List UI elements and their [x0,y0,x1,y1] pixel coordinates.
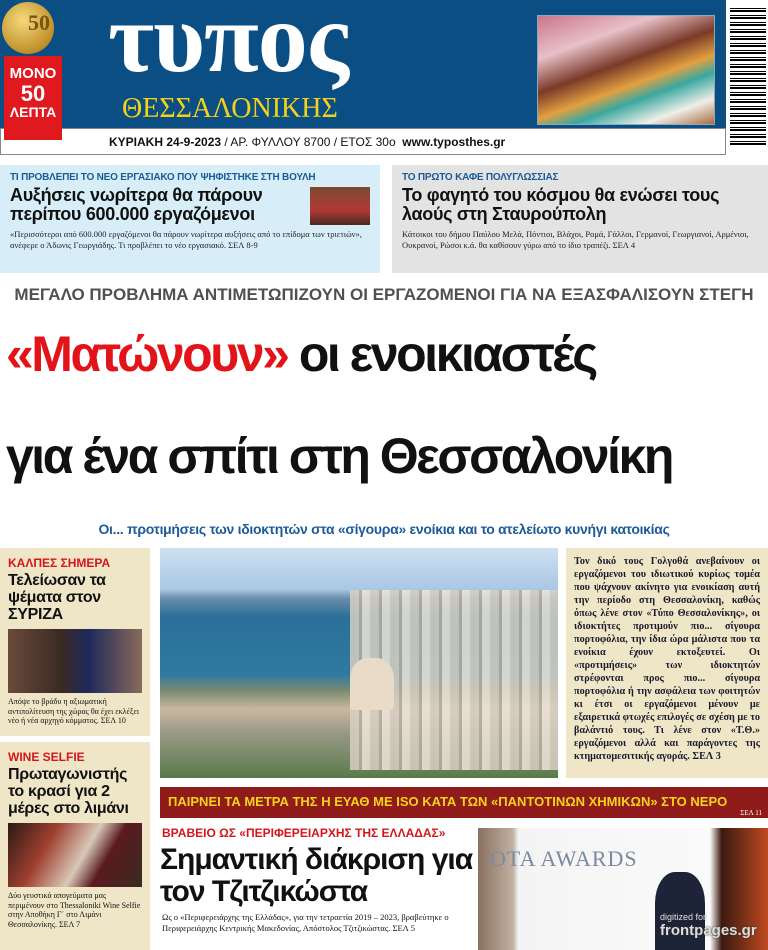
banner-page-ref: ΣΕΛ 11 [740,809,762,817]
teaser-labor-law[interactable] [0,165,380,273]
story-kicker: WINE SELFIE [8,750,85,764]
price-badge-line: ΜΟΝΟ [9,65,57,82]
issue-date: ΚΥΡΙΑΚΗ 24-9-2023 [109,135,222,149]
story-text: Απόψε το βράδυ η αξιωματική αντιπολίτευση της χώρας θα έχει εκλέξει νέο ή νέα αρχηγό κόμματος. ΣΕΛ 10 [8,697,139,726]
issue-number: / ΑΡ. ΦΥΛΛΟΥ 8700 / ΕΤΟΣ 30ο [221,135,396,149]
awards-sign: OTA AWARDS [490,846,638,871]
lead-headline-line2[interactable]: για ένα σπίτι στη Θεσσαλονίκη [6,428,672,484]
teaser-text: Κάτοικοι του δήμου Παύλου Μελά, Πόντιοι, Βλάχοι, Ρομά, Γάλλοι, Γερμανοί, Γεωργιανοί, Αρμένιοι, Ουκρανοί, Ρώσοι κ.ά. θα καθίσουν γύρω από το ίδιο τραπέζι. ΣΕΛ 4 [402,229,749,250]
teaser-language-cafe[interactable] [392,165,768,273]
website-link[interactable]: www.typosthes.gr [402,135,506,149]
red-banner-headline[interactable] [160,787,768,818]
bottom-kicker: ΒΡΑΒΕΙΟ ΩΣ «ΠΕΡΙΦΕΡΕΙΑΡΧΗΣ ΤΗΣ ΕΛΛΑΔΑΣ» [162,826,446,840]
teaser-headline: Το φαγητό του κόσμου θα ενώσει τους λαούς στη Σταυρούπολη [402,185,720,224]
dateline [0,128,726,155]
price-badge-line: ΛΕΠΤΑ [9,103,57,120]
masthead-food-photo [537,15,715,125]
barcode [730,5,766,145]
lead-body-text: Τον δικό τους Γολγοθά ανεβαίνουν οι εργαζόμενοι του ιδιωτικού κυρίως τομέα που ψάχνουν ακίνητο για ενοικίαση αυτή την περίοδο στη Θεσσαλονίκη, καθώς όπως λένε στον «Τύπο Θεσσαλονίκης», οι ιδιοκτήτες προτιμούν πιο... σίγουρα πορτοφόλια, την ίδια ώρα μάλιστα που τα ενοίκια έχουν εκτοξευτεί. Οι «προτιμήσεις» των ιδιοκτητών στρέφονται προς πιο... σίγουρα πορτοφόλια ή την ασφάλεια των φοιτητών κι έτσι οι εργαζόμενοι μένουν με εξαιρετικά φτωχές επιλογές σε σχέση με το βαλάντιό τους. Τι λένε στον «Τ.Θ.» εργαζόμενοι αλλά και παράγοντες της κτηματομεσιτικής αγοράς. ΣΕΛ 3 [566,548,768,778]
watermark-line: frontpages.gr [660,922,757,939]
watermark [660,912,757,939]
sidebar-story-wine[interactable] [0,742,150,950]
story-text: Δύο γευστικά απογεύματα μας περιμένουν στο Thessaloniki Wine Selfie στην Αποθήκη Γ΄ στο Λιμάνι Θεσσαλονίκης. ΣΕΛ 7 [8,891,141,929]
teaser-kicker: ΤΙ ΠΡΟΒΛΕΠΕΙ ΤΟ ΝΕΟ ΕΡΓΑΣΙΑΚΟ ΠΟΥ ΨΗΦΙΣΤΗΚΕ ΣΤΗ ΒΟΥΛΗ [10,172,316,183]
parliament-photo [310,187,370,225]
newspaper-logo-subtitle: ΘΕΣΣΑΛΟΝΙΚΗΣ [122,93,338,124]
story-kicker: ΚΑΛΠΕΣ ΣΗΜΕΡΑ [8,556,111,570]
lead-kicker: ΜΕΓΑΛΟ ΠΡΟΒΛΗΜΑ ΑΝΤΙΜΕΤΩΠΙΖΟΥΝ ΟΙ ΕΡΓΑΖΟΜΕΝΟΙ ΓΙΑ ΝΑ ΕΞΑΣΦΑΛΙΣΟΥΝ ΣΤΕΓΗ [14,285,754,304]
lead-headline-line1[interactable] [6,328,766,380]
headline-highlight: «Ματώνουν» [6,326,288,382]
coin-graphic [2,2,54,54]
sidebar-story-syriza[interactable] [0,548,150,736]
headline-text: οι ενοικιαστές [287,326,596,382]
newspaper-logo[interactable]: τυπος [108,0,348,93]
price-badge [4,56,62,140]
coin-value: 50 [28,10,50,35]
story-headline: Τελείωσαν τα ψέματα στον ΣΥΡΙΖΑ [8,572,106,623]
lead-subhead: Οι... προτιμήσεις των ιδιοκτητών στα «σίγουρα» ενοίκια και το ατελείωτο κυνήγι κατοικίας [98,521,670,537]
bottom-headline[interactable]: Σημαντική διάκριση για τον Τζιτζικώστα [160,843,473,908]
white-tower [350,658,394,710]
teaser-text: «Περισσότεροι από 600.000 εργαζόμενοι θα πάρουν νωρίτερα αυξήσεις από το επίδομα των τριετιών», ανέφερε ο Άδωνις Γεωργιάδης. Τι προβλέπει το νέο εργασιακό. ΣΕΛ 8-9 [10,229,362,250]
watermark-line: digitized for [660,912,707,922]
wine-glass-photo [8,823,142,887]
banner-text: ΠΑΙΡΝΕΙ ΤΑ ΜΕΤΡΑ ΤΗΣ Η ΕΥΑΘ ΜΕ ISO ΚΑΤΑ ΤΩΝ «ΠΑΝΤΟΤΙΝΩΝ ΧΗΜΙΚΩΝ» ΣΤΟ ΝΕΡΟ [168,794,728,809]
bottom-text: Ως ο «Περιφερειάρχης της Ελλάδας», για την τετραετία 2019 – 2023, βραβεύτηκε ο Περιφερειάρχης Κεντρικής Μακεδονίας, Απόστολος Τζιτζικώστας. ΣΕΛ 5 [162,912,449,933]
price-badge-line: 50 [20,80,46,106]
politicians-photo [8,629,142,693]
teaser-kicker: ΤΟ ΠΡΩΤΟ ΚΑΦΕ ΠΟΛΥΓΛΩΣΣΙΑΣ [402,172,559,183]
teaser-headline: Αυξήσεις νωρίτερα θα πάρουν περίπου 600.000 εργαζόμενοι [10,185,263,224]
story-headline: Πρωταγωνιστής το κρασί για 2 μέρες στο λιμάνι [8,766,129,817]
